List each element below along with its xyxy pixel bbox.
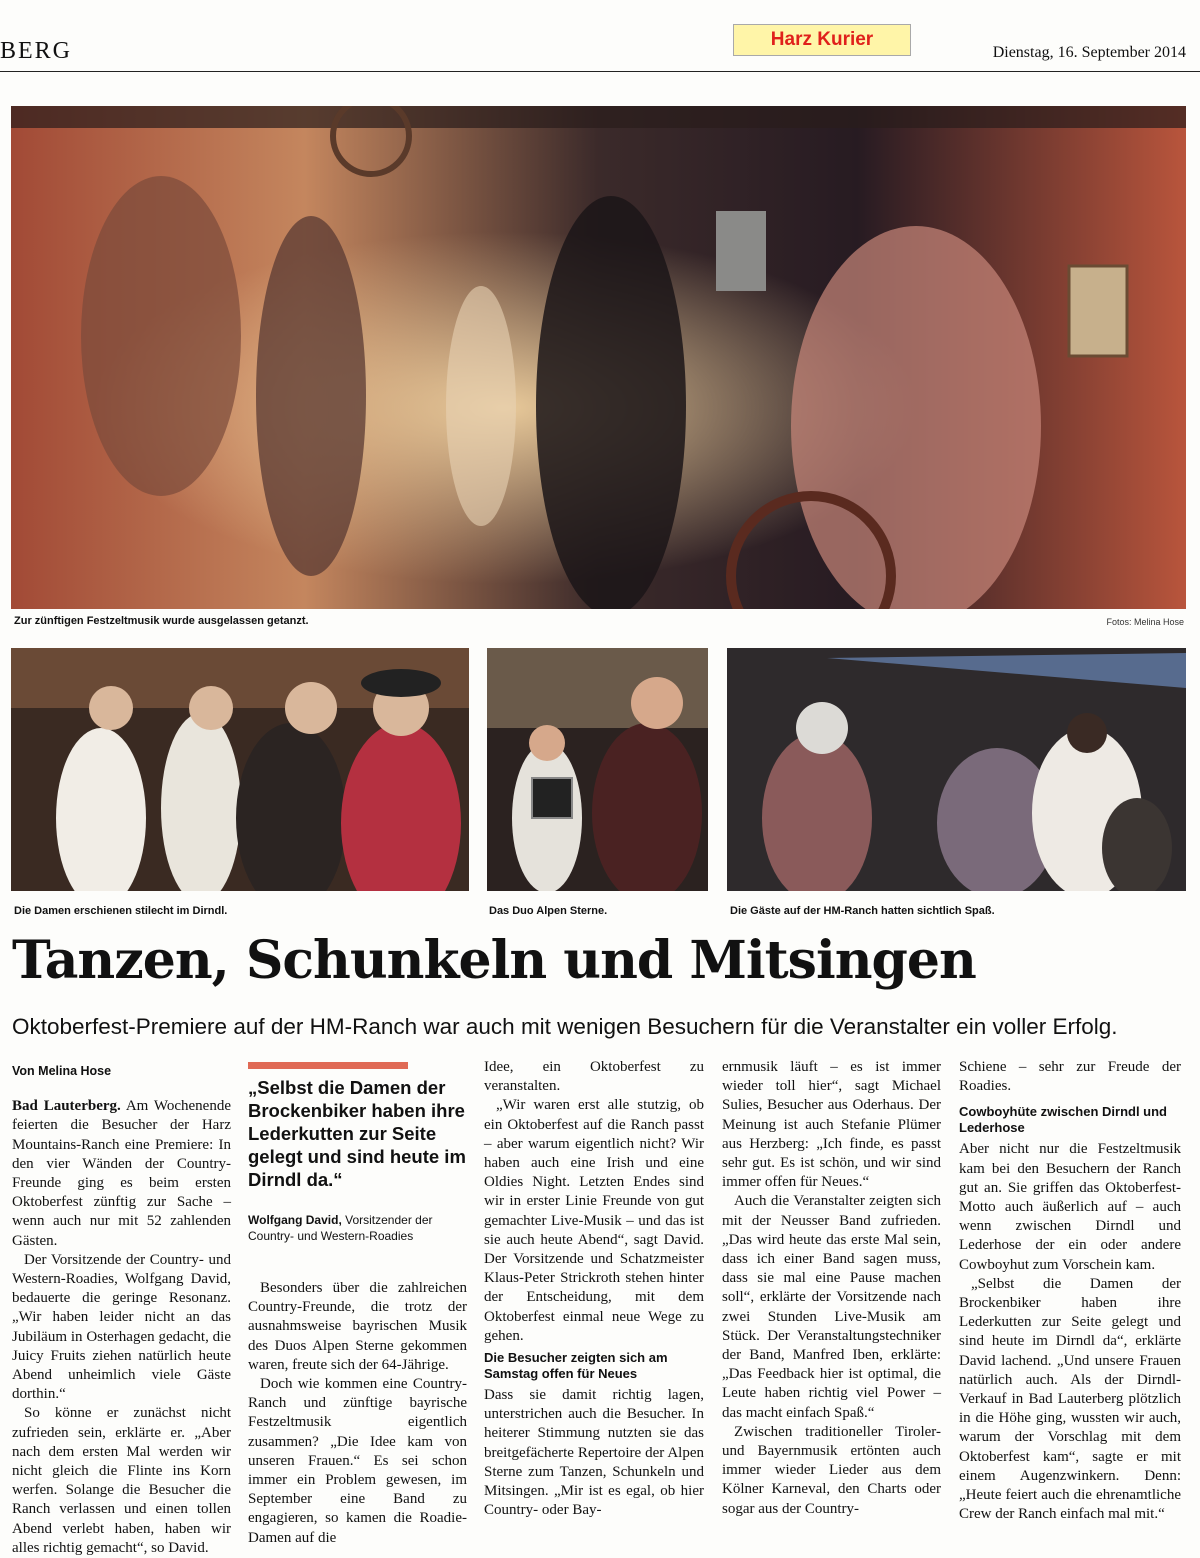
paragraph: Bad Lauterberg. Am Wochenende feierten die Besucher der Harz Mountains-Ranch eine Premiere: In den vier Wänden der Country-Freunde ging es beim ersten Oktoberfest zünftig zur Sache – wenn auch nur mit 52 zahlenden Gästen.	[12, 1098, 231, 1249]
paragraph: So könne er zunächst nicht zufrieden sein, erklärte er. „Aber nach dem ersten Mal werden wir nicht gleich die Flinte ins Korn werfen. Solange die Besucher die Ranch verlassen und einen tollen Abend verlebt haben, haben wir alles richtig gemacht“, so David.	[12, 1405, 231, 1556]
article-column-5	[959, 1058, 1181, 1524]
paragraph: „Selbst die Damen der Brockenbiker haben ihre Lederkutten zur Seite gelegt und sind heute im Dirndl da“, erklärte David lachend. „Und unsere Frauen natürlich auch. Als der Dirndl-Verkauf in Bad Lauterberg plötzlich in die Höhe ging, wussten wir auch, warum der Vorschlag mit dem Oktoberfest kam“, sagte er mit einem Augenzwinkern. Denn: „Heute feiert auch die ehrenamtliche Crew der Ranch einfach mal mit.“	[959, 1275, 1181, 1523]
section-name-fragment: BERG	[0, 38, 73, 64]
photo-guests-caption: Die Gäste auf der HM-Ranch hatten sichtlich Spaß.	[730, 905, 995, 917]
article-subheadline: Oktoberfest-Premiere auf der HM-Ranch war auch mit wenigen Besuchern für die Veranstalter ein voller Erfolg.	[12, 1014, 1118, 1039]
header-divider	[0, 71, 1200, 72]
paragraph: Dass sie damit richtig lagen, unterstrichen auch die Besucher. In heiterer Stimmung nutzten sie das breitgefächerte Repertoire der Alpen Sterne zum Tanzen, Schunkeln und Mitsingen. „Mir ist es egal, ob hier Country- oder Bay-	[484, 1387, 704, 1519]
paragraph: Auch die Veranstalter zeigten sich mit der Neusser Band zufrieden. „Das wird heute das erste Mal sein, dass ich einer Band sagen muss, dass sie mal eine Pause machen soll“, erklärte der Vorsitzende nach zwei Stunden Live-Musik am Stück. Der Veranstaltungstechniker der Band, Manfred Iben, erklärte: „Das Feedback hier ist optimal, die Leute haben richtig viel Power – das macht einfach Spaß.“	[722, 1193, 941, 1421]
paragraph: ernmusik läuft – es ist immer wieder toll hier“, sagt Michael Sulies, Besucher aus Oderhaus. Der Meinung ist auch Stefanie Plümer aus Herzberg: „Ich finde, es passt sehr gut. Es ist schön, und wir sind immer offen für Neues.“	[722, 1059, 941, 1191]
photo-credit: Fotos: Melina Hose	[1106, 617, 1184, 627]
dateline: Bad Lauterberg.	[12, 1098, 121, 1115]
section-subheading: Die Besucher zeigten sich am Samstag offen für Neues	[484, 1350, 668, 1382]
article-headline: Tanzen, Schunkeln und Mitsingen	[12, 930, 976, 991]
photo-ladies-caption: Die Damen erschienen stilecht im Dirndl.	[14, 905, 228, 917]
paragraph: Doch wie kommen eine Country-Ranch und zünftige bayrische Festzeltmusik eigentlich zusammen? „Die Idee kam von unseren Frauen.“ Es sei schon immer ein Problem gewesen, im September eine Band zu engagieren, so kamen die Roadie-Damen auf die	[248, 1376, 467, 1546]
paragraph: Zwischen traditioneller Tiroler- und Bayernmusik ertönten auch immer wieder Lieder aus dem Kölner Karneval, den Charts oder sogar aus der Country-	[722, 1423, 941, 1517]
byline: Von Melina Hose	[12, 1064, 112, 1078]
pull-quote-author: Wolfgang David, Vorsitzender der Country- und Western-Roadies	[248, 1213, 433, 1243]
article-column-4	[722, 1058, 941, 1519]
paragraph: „Wir waren erst alle stutzig, ob ein Oktoberfest auf die Ranch passt – aber warum eigentlich nicht? Wir haben auch eine Irish und eine Oldies Night. Letzten Endes sind wir in erster Linie Freunde von gut gemachter Live-Musik – und das ist sie auch heute Abend“, sagt David. Der Vorsitzende und Schatzmeister Klaus-Peter Strickroth stehen hinter der Entscheidung, mit dem Oktoberfest einmal neue Wege zu gehen.	[484, 1097, 704, 1344]
paragraph: Der Vorsitzende der Country- und Western-Roadies, Wolfgang David, bedauerte die geringe Resonanz. „Wir haben leider nicht an das Jubiläum in Osterhagen gedacht, die Juicy Fruits ziehen natürlich heute Abend unheimlich viele Gäste dorthin.“	[12, 1251, 231, 1403]
newspaper-brand-label: Harz Kurier	[733, 24, 911, 56]
paragraph: Besonders über die zahlreichen Country-Freunde, die trotz der ausnahmsweise bayrischen Musik des Duos Alpen Sterne gekommen waren, freute sich der 64-Jährige.	[248, 1280, 467, 1373]
section-subheading: Cowboyhüte zwischen Dirndl und Lederhose	[959, 1104, 1167, 1136]
pull-quote: „Selbst die Damen der Brockenbiker haben ihre Lederkutten zur Seite gelegt und sind heute im Dirndl da.“	[248, 1077, 466, 1190]
article-column-1	[12, 1062, 231, 1558]
paragraph: Schiene – sehr zur Freude der Roadies.	[959, 1059, 1181, 1095]
paragraph: Idee, ein Oktoberfest zu veranstalten.	[484, 1059, 704, 1095]
photo-duo-caption: Das Duo Alpen Sterne.	[489, 905, 608, 917]
photo-guests-dancing	[727, 648, 1186, 891]
quote-accent-bar	[248, 1062, 408, 1069]
paragraph: Aber nicht nur die Festzeltmusik kam bei den Besuchern der Ranch gut an. Sie griffen das Oktoberfest-Motto auch äußerlich auf – auch wenn zwischen Dirndl und Lederhose der ein oder andere Cowboyhut zum Vorschein kam.	[959, 1141, 1181, 1273]
article-column-3	[484, 1058, 704, 1520]
photo-duo-alpen-sterne	[487, 648, 708, 891]
main-photo-caption: Zur zünftigen Festzeltmusik wurde ausgelassen getanzt.	[14, 615, 309, 627]
main-photo-dancing	[11, 106, 1186, 609]
photo-ladies-dirndl	[11, 648, 469, 891]
issue-date: Dienstag, 16. September 2014	[992, 44, 1186, 61]
article-column-2	[248, 1279, 467, 1548]
